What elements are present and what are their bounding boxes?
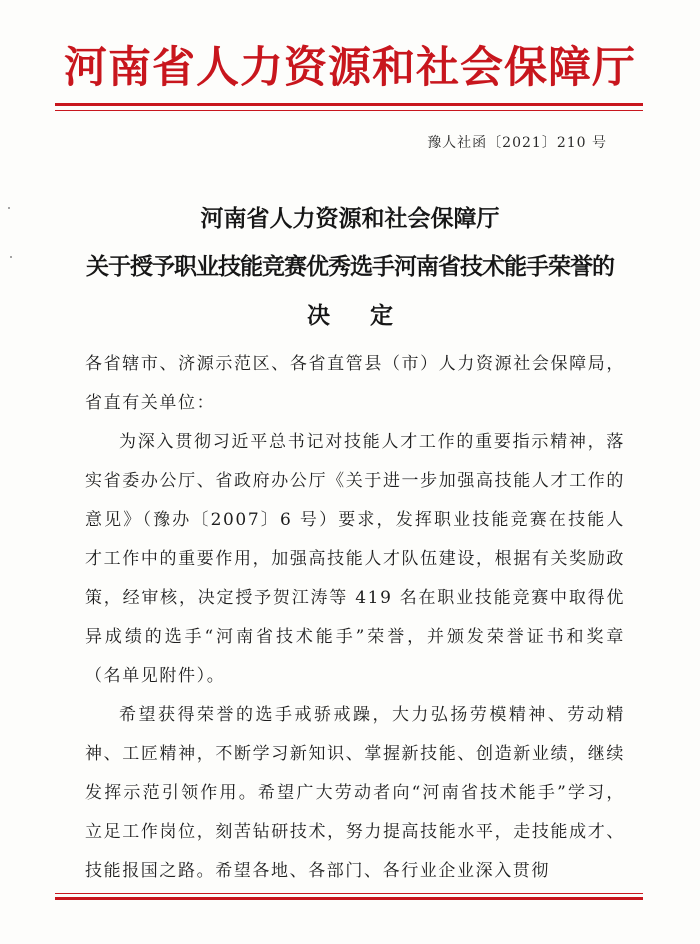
addressee: 各省辖市、济源示范区、各省直管县（市）人力资源社会保障局，省直有关单位： bbox=[85, 354, 625, 413]
agency-masthead: 河南省人力资源和社会保障厅 bbox=[64, 43, 636, 93]
document-number: 豫人社函〔2021〕210 号 bbox=[427, 135, 607, 151]
document-body bbox=[85, 345, 625, 891]
footer-rule-thick bbox=[55, 897, 643, 900]
paragraph-1: 为深入贯彻习近平总书记对技能人才工作的重要指示精神，落实省委办公厅、省政府办公厅《关于进一步加强高技能人才工作的意见》（豫办〔2007〕6 号）要求，发挥职业技能竞赛在技能人才工作中的重要作用，加强高技能人才队伍建设，根据有关奖励政策，经审核，决定授予贺江涛等 419 名在职业技能竞赛中取得优异成绩的选手“河南省技术能手”荣誉，并颁发荣誉证书和奖章（名单见附件）。 bbox=[85, 432, 625, 686]
scan-speck bbox=[8, 207, 10, 209]
masthead-rule-thick bbox=[55, 103, 643, 106]
masthead-rule-thin bbox=[55, 110, 643, 111]
title-line-1: 河南省人力资源和社会保障厅 bbox=[200, 206, 500, 232]
footer-rule-thin bbox=[55, 893, 643, 894]
scan-speck bbox=[10, 256, 12, 258]
paragraph-2: 希望获得荣誉的选手戒骄戒躁，大力弘扬劳模精神、劳动精神、工匠精神，不断学习新知识、掌握新技能、创造新业绩，继续发挥示范引领作用。希望广大劳动者向“河南省技术能手”学习，立足工作岗位，刻苦钻研技术，努力提高技能水平，走技能成才、技能报国之路。希望各地、各部门、各行业企业深入贯彻 bbox=[85, 705, 625, 881]
title-line-3: 决定 bbox=[307, 303, 433, 329]
title-line-2: 关于授予职业技能竞赛优秀选手河南省技术能手荣誉的 bbox=[86, 254, 614, 280]
